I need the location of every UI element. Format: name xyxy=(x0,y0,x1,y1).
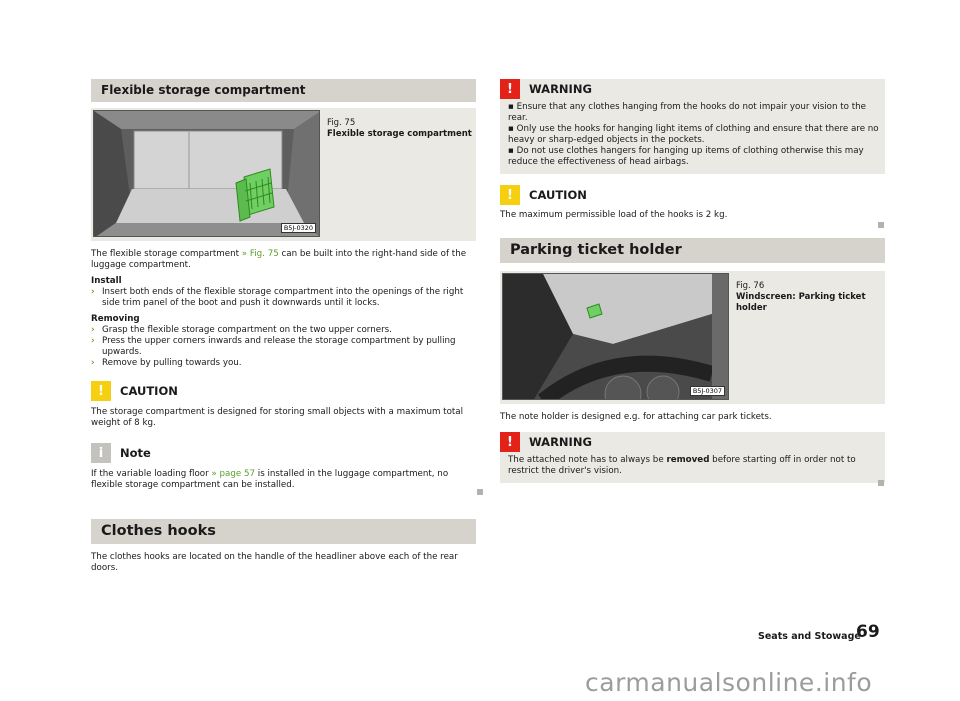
warning-item: ▪ Do not use clothes hangers for hanging up items of clothing otherwise this may reduce the effectiveness of head airbags. xyxy=(508,146,864,167)
left-column xyxy=(91,79,476,574)
warning-header xyxy=(500,432,879,452)
warning-item-text: Only use the hooks for hanging light items of clothing and ensure that there are no heavy or sharp-edged objects in the pockets. xyxy=(508,124,879,145)
figure-code: B5J-0320 xyxy=(281,223,316,233)
watermark: carmanualsonline.info xyxy=(585,668,873,697)
figure-number: Fig. 76 xyxy=(736,281,765,291)
warning-text xyxy=(508,455,879,477)
figure-number: Fig. 75 xyxy=(327,118,356,128)
intro-paragraph xyxy=(91,249,476,271)
chapter-title-clothes-hooks: Clothes hooks xyxy=(91,519,476,544)
warning-title: WARNING xyxy=(529,82,592,96)
warning-item-text: Do not use clothes hangers for hanging up items of clothing otherwise this may reduce the effectiveness of head airbags. xyxy=(508,146,864,167)
install-heading: Install xyxy=(91,276,122,286)
removing-step xyxy=(91,325,476,336)
removing-step xyxy=(91,358,476,369)
removing-step xyxy=(91,336,476,358)
warning-box-2 xyxy=(500,432,885,483)
figure-75 xyxy=(91,108,476,241)
caution-title: CAUTION xyxy=(529,188,587,202)
figure-caption xyxy=(736,281,882,314)
note-header xyxy=(91,443,476,463)
figure-title: Flexible storage compartment xyxy=(327,129,472,139)
clothes-hooks-text: The clothes hooks are located on the handle of the headliner above each of the rear doors. xyxy=(91,552,458,573)
chevron-right-icon: › xyxy=(91,336,95,346)
info-icon: i xyxy=(91,443,111,463)
note-text-2: is installed in the luggage compartment, no flexible storage compartment can be installed. xyxy=(91,469,449,490)
section-end-marker xyxy=(878,222,884,228)
warning-header xyxy=(500,79,879,99)
fig-75-link[interactable]: » Fig. 75 xyxy=(241,249,279,259)
install-step-text: Insert both ends of the flexible storage compartment into the openings of the right side trim panel of the boot and push it downwards until it locks. xyxy=(102,287,464,308)
note-title: Note xyxy=(120,446,151,460)
figure-code: B5J-0307 xyxy=(690,386,725,396)
caution-icon: ! xyxy=(91,381,111,401)
page-number: 69 xyxy=(856,622,880,642)
chevron-right-icon: › xyxy=(91,325,95,335)
section-title: Flexible storage compartment xyxy=(91,79,476,102)
caution-header xyxy=(500,185,885,205)
chevron-right-icon: › xyxy=(91,287,95,297)
warning-item: ▪ Only use the hooks for hanging light items of clothing and ensure that there are no heavy or sharp-edged objects in the pockets. xyxy=(508,124,879,145)
section-end-marker xyxy=(878,480,884,486)
intro-text-2: can be built into the right-hand side of the luggage compartment. xyxy=(91,249,467,270)
section-end-marker xyxy=(477,489,483,495)
figure-title: Windscreen: Parking ticket holder xyxy=(736,292,866,313)
warning-item: ▪ Ensure that any clothes hanging from the hooks do not impair your vision to the rear. xyxy=(508,102,867,123)
parking-ticket-text: The note holder is designed e.g. for attaching car park tickets. xyxy=(500,412,772,422)
caution-icon: ! xyxy=(500,185,520,205)
warning-icon: ! xyxy=(500,432,520,452)
figure-76 xyxy=(500,271,885,404)
figure-caption xyxy=(327,118,473,140)
removing-step-text: Remove by pulling towards you. xyxy=(102,358,242,368)
warning-text-1: The attached note has to always be xyxy=(508,455,667,465)
chapter-title-parking-ticket: Parking ticket holder xyxy=(500,238,885,263)
removing-step-text: Press the upper corners inwards and release the storage compartment by pulling upwards. xyxy=(102,336,456,357)
install-step xyxy=(91,287,476,309)
caution-title: CAUTION xyxy=(120,384,178,398)
warning-icon: ! xyxy=(500,79,520,99)
note-text-1: If the variable loading floor xyxy=(91,469,212,479)
caution-text: The maximum permissible load of the hooks is 2 kg. xyxy=(500,210,728,220)
footer-section-label: Seats and Stowage xyxy=(758,631,861,642)
removing-step-text: Grasp the flexible storage compartment on the two upper corners. xyxy=(102,325,392,335)
page-57-link[interactable]: » page 57 xyxy=(211,469,256,479)
removing-heading: Removing xyxy=(91,314,140,324)
windscreen-image xyxy=(502,273,729,400)
warning-box-1 xyxy=(500,79,885,174)
warning-text-bold: removed xyxy=(666,455,710,465)
chevron-right-icon: › xyxy=(91,358,95,368)
right-column xyxy=(500,79,885,483)
caution-header xyxy=(91,381,476,401)
note-text xyxy=(91,469,476,491)
warning-title: WARNING xyxy=(529,435,592,449)
caution-text: The storage compartment is designed for storing small objects with a maximum total weight of 8 kg. xyxy=(91,407,464,428)
intro-text-1: The flexible storage compartment xyxy=(91,249,242,259)
warning-item-text: Ensure that any clothes hanging from the hooks do not impair your vision to the rear. xyxy=(508,102,867,123)
luggage-compartment-image xyxy=(93,110,320,237)
warning-text-2: before starting off in order not to restrict the driver's vision. xyxy=(508,455,856,476)
